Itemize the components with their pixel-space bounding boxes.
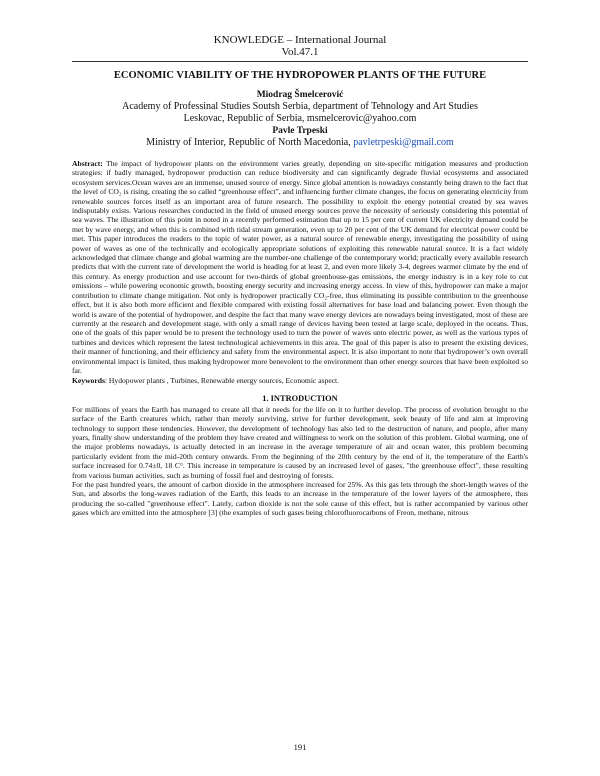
- author-name-2: Pavle Trpeski: [272, 126, 328, 136]
- section-title-introduction: 1. INTRODUCTION: [262, 393, 338, 403]
- journal-volume: Vol.47.1: [281, 46, 319, 58]
- abstract-label: Abstract:: [72, 159, 103, 168]
- author-affiliation-1: Academy of Professinal Studies Soutsh Serbia, department of Tehnology and Art Studies: [122, 101, 478, 112]
- page-number: 191: [293, 742, 307, 752]
- abstract: [72, 159, 528, 375]
- author-email-link[interactable]: pavletrpeski@gmail.com: [353, 137, 454, 148]
- abstract-text: The impact of hydropower plants on the environment varies greatly, depending on site-specific mitigation measures and production strategies: if badly managed, hydropower production can reduce biodiversity and can significantly degrade fluvial ecosystems and associated ecosystem services.Ocean waves are an immense, unused source of energy. Since global attention is nowadays constantly being drawn to the fact that the level of CO₂ is rising, creating the so called “greenhouse effect”, and influencing further climate changes, the focus on generating electricity from renewable sources forces itself as an important area of future research. The possibility to exploit the energy potential created by sea waves indisputably exists. Various researches conducted in the field of unused energy sources prove the necessity of seriously considering this potential of sea waves. The illustration of this point in noted in a recently performed estimation that up to 15 per cent of current UK electricity demand could be met by wave energy, and when this is combined with tidal stream generation, even up to 20 per cent of the UK demand for electrical power could be met. This paper introduces the readers to the topic of water power, as a natural source of renewable energy, investigating the possibility of using power of waves as one of the technically and ecologically appropriate solutions of exploiting this renewable natural source. It is a fact widely acknowledged that climate change and global warming are the number-one challenge of the contemporary world; practically every available research predicts that with the current rate of development the world is heading for at least 2, and even more likely 3-4, degrees warmer climate by the end of this century. As energy production and use account for two-thirds of global greenhouse-gas emissions, the energy industry is in a key role to cut emissions – while powering economic growth, boosting energy security and increasing energy access. In view of this, hydropower can make a major contribution to climate change mitigation. Not only is hydropower practically CO₂-free, thus eliminating its possible contribution to the greenhouse effect, but it is also both more efficient and flexible compared with existing fossil alternatives for base load and balancing power. Even though the world is aware of the potential of hydropower, and despite the fact that many wave energy devices are nowadays being investigated, most of these are currently at the research and development stage, with only a small range of devices having been tested at large scale, deployed in the oceans. Thus, one of the goals of this paper would be to present the technology used to turn the power of waves unto electric power, as well as the various types of turbines and devices which represent the latest technological achievements in this area. The goal of this paper is also to present the existing devices, their manner of functioning, and their efficiency and safety from the environmental aspect. It is also important to note that hydropower’s own overall environmental impact is limited, thus making hydropower more benevolent to the environment than other energy sources that have been exploited so far.: [72, 159, 529, 375]
- journal-name: KNOWLEDGE – International Journal: [213, 34, 387, 46]
- author-affiliation-1-address: Leskovac, Republic of Serbia, msmelcerovic@yahoo.com: [183, 113, 417, 124]
- keywords: [72, 376, 528, 385]
- body-paragraph: For the past hundred years, the amount of carbon dioxide in the atmosphere increased for 25%. As this gas lets through the short-length waves of the Sun, and absorbs the long-waves radiation of the Earth, this leads to an increase in the temperature of the lower layers of the atmosphere, thus producing the so-called "greenhouse effect". Lately, carbon dioxide is not the sole cause of this effect, but is rather accompanied by various other gases which are emitted into the atmosphere [3] (the examples of such gases being chlorofluorocarbons of Freon, methane, nitrous: [72, 480, 528, 518]
- header-rule: [72, 61, 528, 62]
- keywords-label: Keywords: [72, 376, 105, 386]
- paper-title: ECONOMIC VIABILITY OF THE HYDROPOWER PLANTS OF THE FUTURE: [113, 70, 487, 81]
- author-name-1: Miodrag Šmelcerović: [256, 90, 344, 100]
- body-paragraph: For millions of years the Earth has managed to create all that it needs for the life on it to further develop. The process of evolution brought to the surface of the Earth creatures which, rather than merely surviving, strive for further development, seek beauty of life and aim at improving technology to support these tendencies. However, the development of technology has also led to the destruction of nature, and people, after many years, finally show understanding of the problem they have created and willingness to work on the solution of this problem. Global warming, one of the major problems nowadays, is actually detected in an increase in the average temperature of air and ocean water, this problem becoming particularly evident from the mid-20th century onwards. From the beginning of the 20th century by the end of it, the temperature of the Earth's surface increased for 0.74±0, 18 C°. This increase in temperature is caused by an increased level of gases, "the greenhouse effect", these resulting from various human activities, such as burning of fossil fuel and destroying of forests.: [72, 404, 528, 480]
- keywords-text: : Hydopower plants , Turbines, Renewable energy sources, Economic aspect.: [104, 376, 340, 386]
- journal-header: [72, 0, 528, 58]
- author-affiliation-2: [72, 137, 528, 149]
- author-affiliation-2-text: Ministry of Interior, Republic of North Macedonia,: [146, 137, 354, 148]
